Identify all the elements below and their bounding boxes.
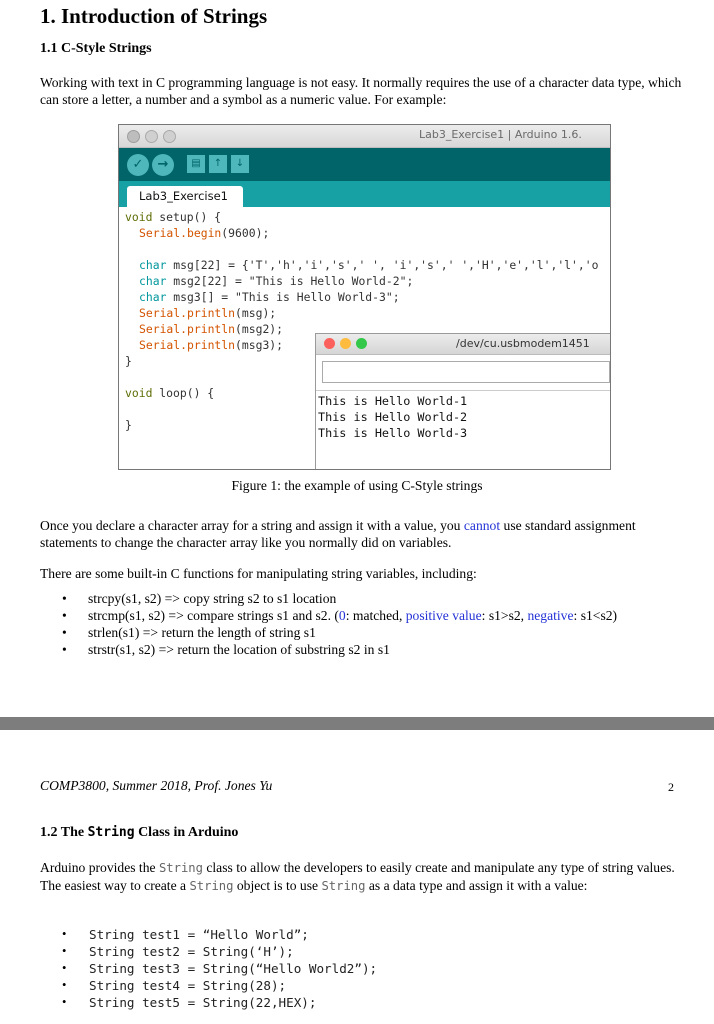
new-icon: ▤ (187, 155, 205, 173)
subsection-heading: 1.2 The String Class in Arduino (40, 825, 239, 840)
code-line: Serial.begin(9600); (139, 226, 270, 240)
page-header-course: COMP3800, Summer 2018, Prof. Jones Yu (40, 778, 273, 793)
figure-caption: Figure 1: the example of using C-Style strings (231, 478, 483, 493)
subsection-heading: 1.1 C-Style Strings (40, 41, 152, 56)
highlight-cannot: cannot (463, 518, 501, 533)
code-line: Serial.println(msg2); (139, 322, 284, 336)
paragraph-string-class: Arduino provides the String class to allow the developers to easily create and manipulate any type of string values. The easiest way to create a String object is to use String as a data type and assign it with a value: (40, 860, 675, 893)
maximize-dot-icon (163, 130, 176, 143)
paragraph-builtin-functions: There are some built-in C functions for manipulating string variables, including: (40, 566, 477, 581)
section-heading: 1. Introduction of Strings (40, 4, 268, 28)
ide-window-title: Lab3_Exercise1 | Arduino 1.6. (419, 128, 582, 141)
code-line: } (125, 418, 132, 432)
arduino-ide-figure (118, 124, 611, 470)
code-line: void setup() { (125, 210, 222, 224)
serial-monitor-window (315, 333, 611, 470)
upload-icon: → (152, 154, 174, 176)
paragraph-char-array: Once you declare a character array for a string and assign it with a value, you cannot use standard assignment statements to change the character array like you normally did on variables. (40, 518, 636, 550)
maximize-dot-icon (356, 338, 367, 349)
serial-output-line: This is Hello World-1 (318, 394, 468, 408)
intro-paragraph: Working with text in C programming language is not easy. It normally requires the use of a character data type, which can store a letter, a number and a symbol as a numeric value. For example: (40, 75, 682, 107)
serial-titlebar (316, 334, 611, 355)
code-line: char msg3[] = "This is Hello World-3"; (139, 290, 400, 304)
divider (316, 390, 611, 391)
save-icon: ↓ (231, 155, 249, 173)
code-line: } (125, 354, 132, 368)
code-line: Serial.println(msg); (139, 306, 277, 320)
serial-output-line: This is Hello World-3 (318, 426, 468, 440)
minimize-dot-icon (145, 130, 158, 143)
close-dot-icon (324, 338, 335, 349)
minimize-dot-icon (340, 338, 351, 349)
verify-icon: ✓ (127, 154, 149, 176)
ide-titlebar (119, 125, 610, 148)
code-line: char msg[22] = {'T','h','i','s',' ', 'i','s',' ','H','e','l','l','o (139, 258, 599, 272)
page-break (0, 717, 714, 730)
page-number: 2 (668, 780, 674, 794)
ide-tab-lab3: Lab3_Exercise1 (127, 186, 243, 207)
code-line: char msg2[22] = "This is Hello World-2"; (139, 274, 414, 288)
code-line: Serial.println(msg3); (139, 338, 284, 352)
ide-tabbar (119, 181, 610, 207)
close-dot-icon (127, 130, 140, 143)
open-icon: ↑ (209, 155, 227, 173)
ide-toolbar (119, 148, 610, 181)
serial-output-line: This is Hello World-2 (318, 410, 468, 424)
serial-send-input (322, 361, 610, 383)
serial-port-title: /dev/cu.usbmodem1451 (456, 337, 590, 350)
code-line: void loop() { (125, 386, 215, 400)
